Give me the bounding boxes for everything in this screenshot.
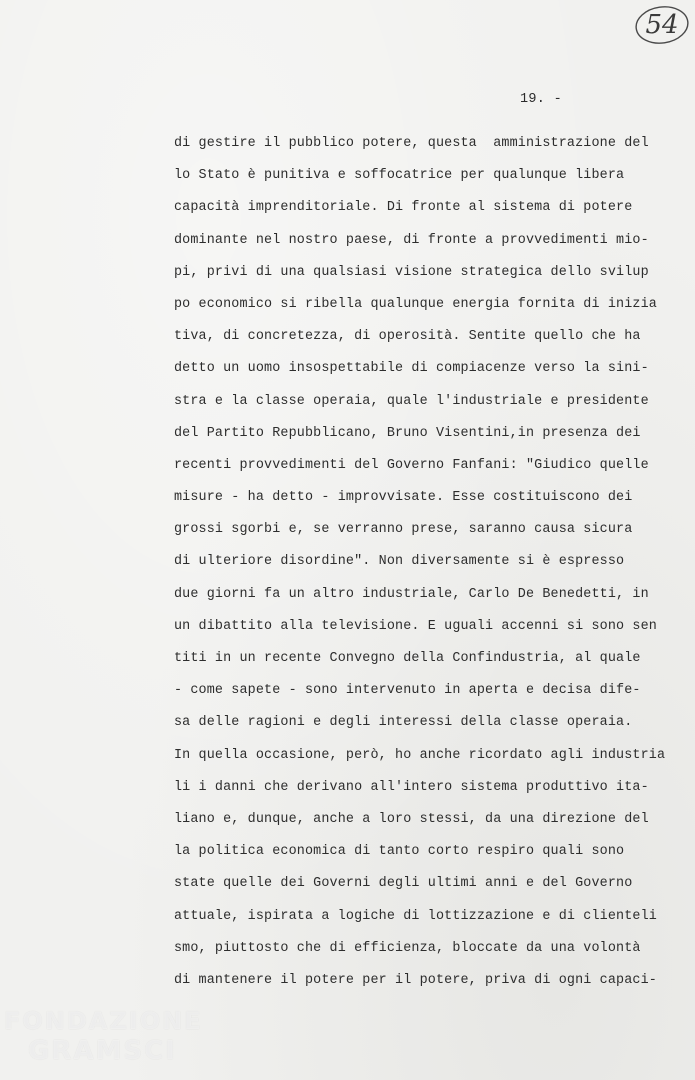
text-line: smo, piuttosto che di efficienza, bloccate da una volontà	[174, 940, 641, 956]
text-line: di mantenere il potere per il potere, priva di ogni capaci-	[174, 972, 657, 988]
text-line: li i danni che derivano all'intero sistema produttivo ita-	[174, 779, 649, 795]
fondazione-gramsci-watermark	[4, 1006, 203, 1066]
body-text	[174, 134, 674, 1003]
text-line: attuale, ispirata a logiche di lottizzazione e di clienteli	[174, 908, 657, 924]
text-line: due giorni fa un altro industriale, Carlo De Benedetti, in	[174, 586, 649, 602]
watermark-line-2: GRAMSCI	[28, 1036, 177, 1066]
text-line: pi, privi di una qualsiasi visione strategica dello svilup	[174, 264, 649, 280]
text-line: stra e la classe operaia, quale l'industriale e presidente	[174, 393, 649, 409]
text-line: dominante nel nostro paese, di fronte a provvedimenti mio-	[174, 232, 649, 248]
text-line: po economico si ribella qualunque energia fornita di inizia	[174, 296, 657, 312]
page-number: 19. -	[520, 92, 563, 107]
text-line: liano e, dunque, anche a loro stessi, da una direzione del	[174, 811, 649, 827]
text-line: del Partito Repubblicano, Bruno Visentini,in presenza dei	[174, 425, 641, 441]
watermark-line-1: FONDAZIONE	[4, 1007, 203, 1035]
text-line: state quelle dei Governi degli ultimi anni e del Governo	[174, 876, 633, 892]
text-line: tiva, di concretezza, di operosità. Sentite quello che ha	[174, 329, 641, 345]
text-line: di ulteriore disordine". Non diversamente si è espresso	[174, 554, 625, 570]
text-line: di gestire il pubblico potere, questa amministrazione del	[174, 136, 649, 151]
folio-number: 54	[645, 10, 679, 40]
text-line: titi in un recente Convegno della Confindustria, al quale	[174, 651, 641, 666]
text-line: lo Stato è punitiva e soffocatrice per qualunque libera	[174, 168, 625, 184]
folio-stamp	[639, 6, 685, 44]
text-line: sa delle ragioni e degli interessi della classe operaia.	[174, 715, 633, 731]
text-line: grossi sgorbi e, se verranno prese, saranno causa sicura	[174, 522, 633, 538]
text-line: recenti provvedimenti del Governo Fanfani: "Giudico quelle	[174, 457, 649, 473]
text-line: detto un uomo insospettabile di compiacenze verso la sini-	[174, 361, 649, 377]
text-line: - come sapete - sono intervenuto in aperta e decisa dife-	[174, 683, 641, 699]
text-line: la politica economica di tanto corto respiro quali sono	[174, 844, 625, 860]
text-line: In quella occasione, però, ho anche ricordato agli industria	[174, 747, 666, 763]
text-line: misure - ha detto - improvvisate. Esse costituiscono dei	[174, 490, 633, 506]
text-line: capacità imprenditoriale. Di fronte al sistema di potere	[174, 200, 633, 216]
text-line: un dibattito alla televisione. E uguali accenni si sono sen	[174, 618, 657, 634]
